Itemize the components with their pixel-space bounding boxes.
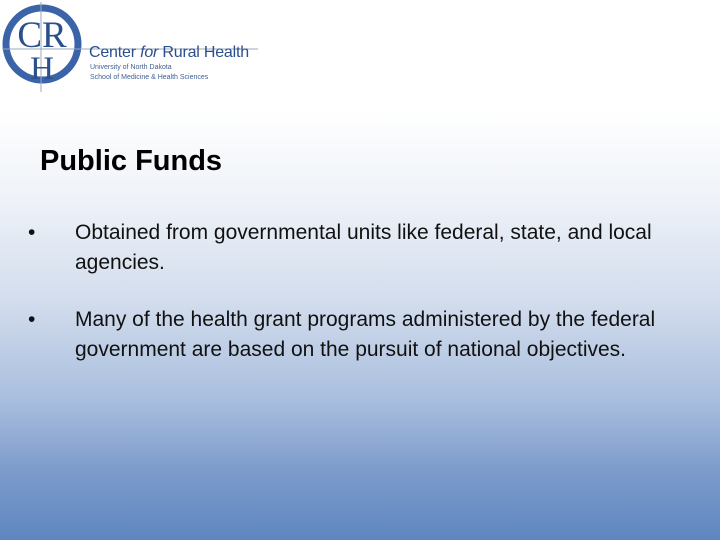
logo-monogram-bottom: H xyxy=(30,51,54,87)
logo-subtitle-school: School of Medicine & Health Sciences xyxy=(90,74,209,81)
slide-title: Public Funds xyxy=(40,145,223,177)
logo-subtitle-university: University of North Dakota xyxy=(90,64,172,71)
logo-title-prefix: Center xyxy=(89,44,141,61)
logo-title xyxy=(89,44,249,62)
logo-title-italic: for xyxy=(140,44,159,61)
bullet-text: Many of the health grant programs administered by the federal government are based on the pursuit of national objectives. xyxy=(75,308,656,361)
bullet-text: Obtained from governmental units like federal, state, and local agencies. xyxy=(75,221,652,274)
bullet-marker: • xyxy=(28,308,36,331)
bullet-marker: • xyxy=(28,221,36,244)
center-for-rural-health-logo xyxy=(0,0,270,95)
logo-monogram-top: CR xyxy=(17,15,67,56)
bullet-list xyxy=(28,218,688,392)
bullet-item xyxy=(28,218,688,278)
logo-title-suffix: Rural Health xyxy=(158,44,249,61)
bullet-item xyxy=(28,305,688,365)
